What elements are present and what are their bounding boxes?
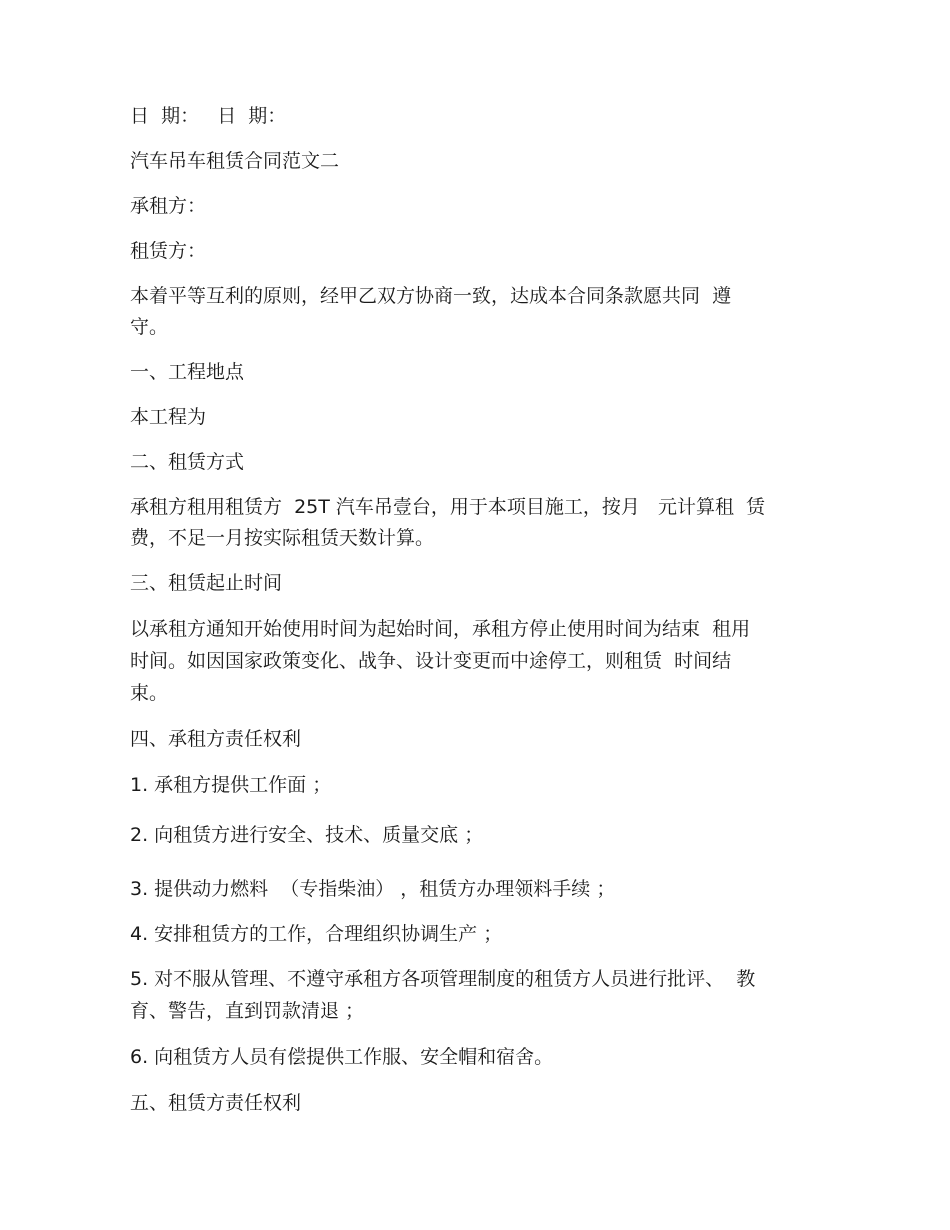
lessor-label: 租赁方： — [130, 240, 207, 262]
section2-heading: 二、租赁方式 — [130, 451, 245, 473]
preamble-line-1: 本着平等互利的原则，经甲乙双方协商一致，达成本合同条款愿共同 遵 — [130, 285, 732, 307]
section4-heading: 四、承租方责任权利 — [130, 728, 302, 750]
date-line: 日 期： 日 期： — [130, 105, 287, 127]
section4-item-5-line-1: 5. 对不服从管理、不遵守承租方各项管理制度的租赁方人员进行批评、 教 — [130, 968, 756, 990]
section3-text-line-3: 束。 — [130, 682, 169, 704]
section4-item-3: 3. 提供动力燃料 （专指柴油） ，租赁方办理领料手续 ； — [130, 878, 616, 900]
lessee-label: 承租方： — [130, 195, 207, 217]
section4-item-6: 6. 向租赁方人员有偿提供工作服、安全帽和宿舍。 — [130, 1046, 554, 1068]
section4-item-2: 2. 向租赁方进行安全、技术、质量交底 ； — [130, 824, 484, 846]
section3-text-line-2: 时间。如因国家政策变化、战争、设计变更而中途停工，则租赁 时间结 — [130, 650, 732, 672]
section3-heading: 三、租赁起止时间 — [130, 572, 283, 594]
section1-heading: 一、工程地点 — [130, 361, 245, 383]
section4-item-5-line-2: 育、警告，直到罚款清退 ； — [130, 1000, 365, 1022]
section5-heading: 五、租赁方责任权利 — [130, 1092, 302, 1114]
section4-item-1: 1. 承租方提供工作面 ； — [130, 774, 332, 796]
section3-text-line-1: 以承租方通知开始使用时间为起始时间，承租方停止使用时间为结束 租用 — [130, 618, 751, 640]
contract-title: 汽车吊车租赁合同范文二 — [130, 150, 340, 172]
preamble-line-2: 守。 — [130, 316, 169, 338]
section1-text: 本工程为 — [130, 406, 207, 428]
section2-text-line-1: 承租方租用租赁方 25T 汽车吊壹台，用于本项目施工，按月 元计算租 赁 — [130, 496, 766, 518]
section4-item-4: 4. 安排租赁方的工作，合理组织协调生产 ； — [130, 923, 503, 945]
section2-text-line-2: 费，不足一月按实际租赁天数计算。 — [130, 527, 435, 549]
